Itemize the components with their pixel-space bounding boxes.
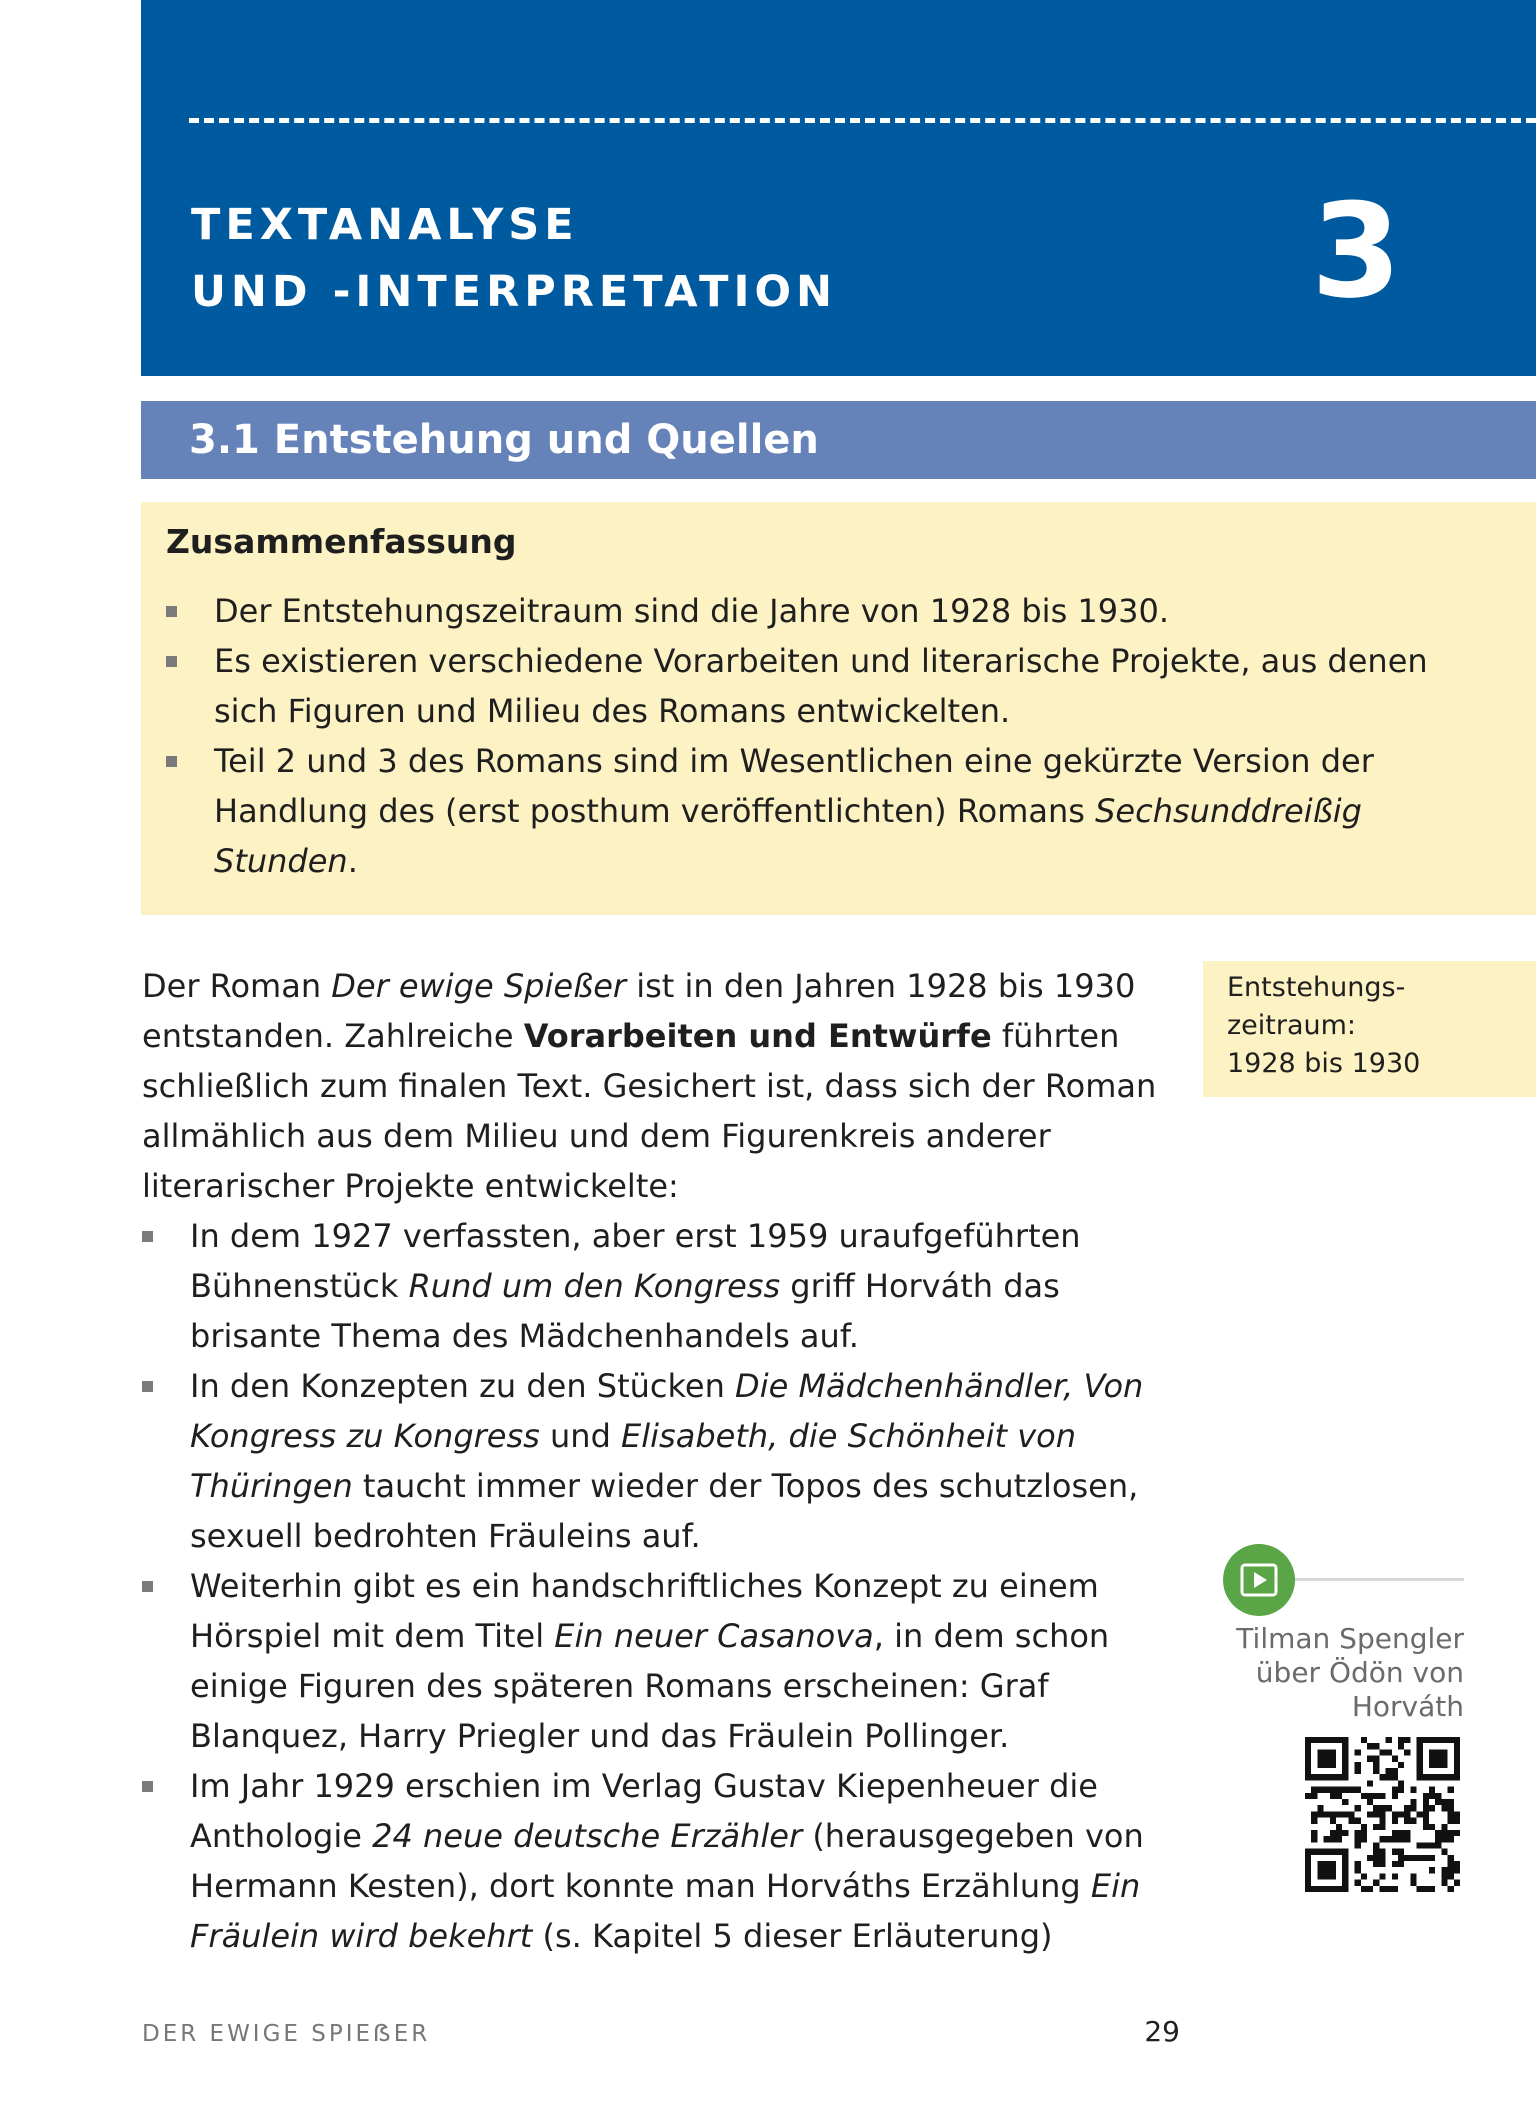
summary-item	[166, 736, 1466, 886]
list-item	[142, 1761, 1192, 1961]
work-title: Der ewige Spießer	[331, 967, 627, 1005]
sources-list	[142, 1211, 1192, 1961]
section-bar	[141, 401, 1536, 479]
video-play-icon[interactable]	[1223, 1544, 1295, 1616]
work-title: Rund um den Kongress	[408, 1267, 781, 1305]
running-footer-title: DER EWIGE SPIEẞER	[142, 2021, 431, 2047]
work-title: Ein neuer Casanova	[554, 1617, 874, 1655]
text-run: In den Konzepten zu den Stücken	[190, 1367, 736, 1405]
work-title: Ein Fräulein wird bekehrt	[190, 1867, 1141, 1955]
square-bullet-icon	[166, 656, 177, 667]
text-run: (herausgegeben von Hermann Kesten), dort konnte man Horváths Erzählung	[190, 1817, 1144, 1905]
chapter-header	[141, 0, 1536, 376]
text-run: griff Horváth das brisante Thema des Mädchenhandels auf.	[190, 1267, 1060, 1355]
summary-item-text: Der Entstehungszeitraum sind die Jahre von 1928 bis 1930.	[214, 592, 1170, 630]
chapter-title-line-1: TEXTANALYSE	[191, 200, 579, 250]
header-dashed-rule	[189, 118, 1536, 123]
qr-code-icon[interactable]	[1305, 1737, 1460, 1892]
summary-item	[166, 636, 1466, 736]
summary-box	[141, 502, 1536, 915]
square-bullet-icon	[142, 1231, 153, 1242]
text-run: führten schließlich zum finalen Text. Gesichert ist, dass sich der Roman allmählich aus dem Milieu und dem Figurenkreis anderer literarischer Projekte entwickelte:	[142, 1017, 1157, 1205]
main-text	[142, 961, 1192, 1961]
list-item	[142, 1211, 1192, 1361]
chapter-number: 3	[1311, 175, 1402, 327]
media-caption[interactable]: Tilman Spengler über Ödön von Horváth	[1236, 1622, 1464, 1723]
square-bullet-icon	[142, 1581, 153, 1592]
list-item	[142, 1361, 1192, 1561]
text-run: taucht immer wieder der Topos des schutzlosen, sexuell bedrohten Fräuleins auf.	[190, 1467, 1139, 1555]
square-bullet-icon	[142, 1381, 153, 1392]
summary-item-text: .	[347, 842, 358, 880]
work-title: 24 neue deutsche Erzähler	[372, 1817, 803, 1855]
text-run: und	[539, 1417, 622, 1455]
square-bullet-icon	[142, 1781, 153, 1792]
margin-note-text: Entstehungs- zeitraum: 1928 bis 1930	[1227, 972, 1421, 1079]
work-title: Die Mädchenhändler, Von Kongress zu Kongress	[190, 1367, 1144, 1455]
work-title: Elisabeth, die Schönheit von Thüringen	[190, 1417, 1076, 1505]
summary-list	[166, 586, 1466, 886]
media-divider	[1290, 1578, 1464, 1581]
summary-item-text: Es existieren verschiedene Vorarbeiten und literarische Projekte, aus denen sich Figuren und Milieu des Romans entwickelten.	[214, 642, 1428, 730]
text-run: Im Jahr 1929 erschien im Verlag Gustav Kiepenheuer die Anthologie	[190, 1767, 1098, 1855]
play-icon	[1240, 1563, 1278, 1597]
intro-paragraph	[142, 961, 1192, 1211]
chapter-title-line-2: UND -INTERPRETATION	[191, 267, 838, 317]
text-run: ist in den Jahren 1928 bis 1930 entstanden. Zahlreiche	[142, 967, 1136, 1055]
section-title: 3.1 Entstehung und Quellen	[189, 417, 819, 463]
list-item	[142, 1561, 1192, 1761]
margin-note	[1203, 961, 1536, 1097]
text-run: Der Roman	[142, 967, 332, 1005]
text-run: Weiterhin gibt es ein handschriftliches Konzept zu einem Hörspiel mit dem Titel	[190, 1567, 1099, 1655]
chapter-title	[191, 192, 837, 326]
text-run: , in dem schon einige Figuren des späteren Romans erscheinen: Graf Blanquez, Harry Priegler und das Fräulein Pollinger.	[190, 1617, 1110, 1755]
emphasis: Vorarbeiten und Entwürfe	[523, 1017, 992, 1055]
square-bullet-icon	[166, 756, 177, 767]
text-run: (s. Kapitel 5 dieser Erläuterung)	[532, 1917, 1053, 1955]
novel-title: Sechsunddreißig Stunden	[214, 792, 1362, 880]
square-bullet-icon	[166, 606, 177, 617]
summary-item	[166, 586, 1466, 636]
text-run: In dem 1927 verfassten, aber erst 1959 uraufgeführten Bühnenstück	[190, 1217, 1081, 1305]
summary-heading: Zusammenfassung	[166, 522, 517, 561]
page-number: 29	[1144, 2015, 1180, 2048]
summary-item-text: Teil 2 und 3 des Romans sind im Wesentlichen eine gekürzte Version der Handlung des (erst posthum veröffentlichten) Romans	[214, 742, 1374, 830]
